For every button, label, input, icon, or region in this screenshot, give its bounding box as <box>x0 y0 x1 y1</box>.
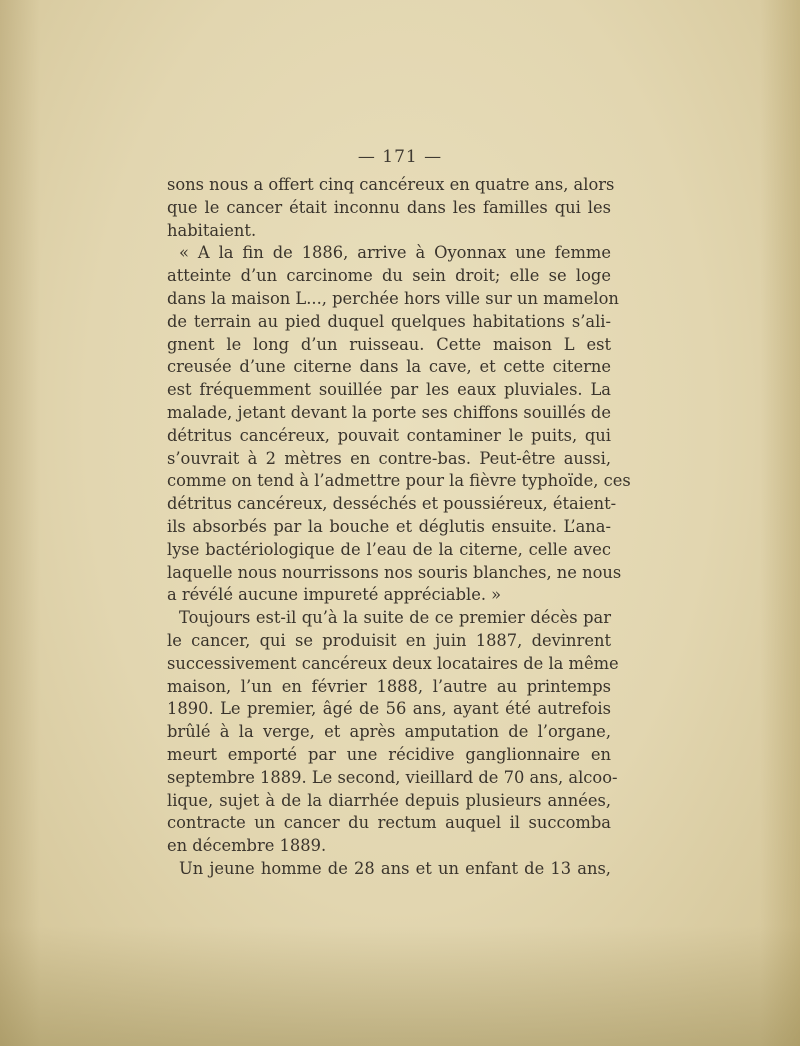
text-line: sons nous a offert cinq cancéreux en quatre ans, alors <box>167 175 615 194</box>
page-number: — 171 — <box>357 147 443 167</box>
text-line: le cancer, qui se produisit en juin 1887, devinrent <box>167 630 611 650</box>
text-line: lique, sujet à de la diarrhée depuis plusieurs années, <box>167 790 611 810</box>
body-text <box>167 174 631 881</box>
text-line: septembre 1889. Le second, vieillard de 70 ans, alcoo- <box>167 767 618 787</box>
text-line: de terrain au pied duquel quelques habitations s’ali- <box>167 311 611 331</box>
text-line: atteinte d’un carcinome du sein droit; elle se loge <box>167 266 611 286</box>
text-line: brûlé à la verge, et après amputation de l’organe, <box>167 722 611 742</box>
text-line: creusée d’une citerne dans la cave, et cette citerne <box>167 357 611 377</box>
text-line: gnent le long d’un ruisseau. Cette maison L est <box>167 334 611 354</box>
text-line: 1890. Le premier, âgé de 56 ans, ayant été autrefois <box>167 699 611 719</box>
text-line: détritus cancéreux, pouvait contaminer le puits, qui <box>167 425 611 445</box>
text-line: Un jeune homme de 28 ans et un enfant de 13 ans, <box>179 858 611 878</box>
text-line: en décembre 1889. <box>167 836 327 856</box>
text-line: s’ouvrait à 2 mètres en contre-bas. Peut-être aussi, <box>167 448 611 468</box>
text-line: a révélé aucune impureté appréciable. » <box>167 585 502 605</box>
text-line: comme on tend à l’admettre pour la fièvre typhoïde, ces <box>167 471 631 491</box>
text-line: que le cancer était inconnu dans les familles qui les <box>167 197 611 217</box>
text-line: meurt emporté par une récidive ganglionnaire en <box>167 744 611 764</box>
text-line: lyse bactériologique de l’eau de la citerne, celle avec <box>167 539 611 559</box>
text-line: dans la maison L..., perchée hors ville sur un mamelon <box>167 288 619 308</box>
text-line: malade, jetant devant la porte ses chiffons souillés de <box>167 402 611 422</box>
text-line: détritus cancéreux, desséchés et poussiéreux, étaient- <box>167 494 617 514</box>
text-line: habitaient. <box>167 220 257 240</box>
text-line: « A la fin de 1886, arrive à Oyonnax une femme <box>179 243 611 263</box>
text-line: laquelle nous nourrissons nos souris blanches, ne nous <box>167 562 622 582</box>
text-line: est fréquemment souillée par les eaux pluviales. La <box>167 380 611 400</box>
text-line: ils absorbés par la bouche et déglutis ensuite. L’ana- <box>167 516 611 536</box>
text-line: maison, l’un en février 1888, l’autre au printemps <box>167 676 611 696</box>
text-line: contracte un cancer du rectum auquel il succomba <box>167 813 611 833</box>
page-edge-shadow-bottom <box>0 926 800 1046</box>
text-line: Toujours est-il qu’à la suite de ce premier décès par <box>179 608 611 628</box>
text-line: successivement cancéreux deux locataires de la même <box>167 653 619 673</box>
